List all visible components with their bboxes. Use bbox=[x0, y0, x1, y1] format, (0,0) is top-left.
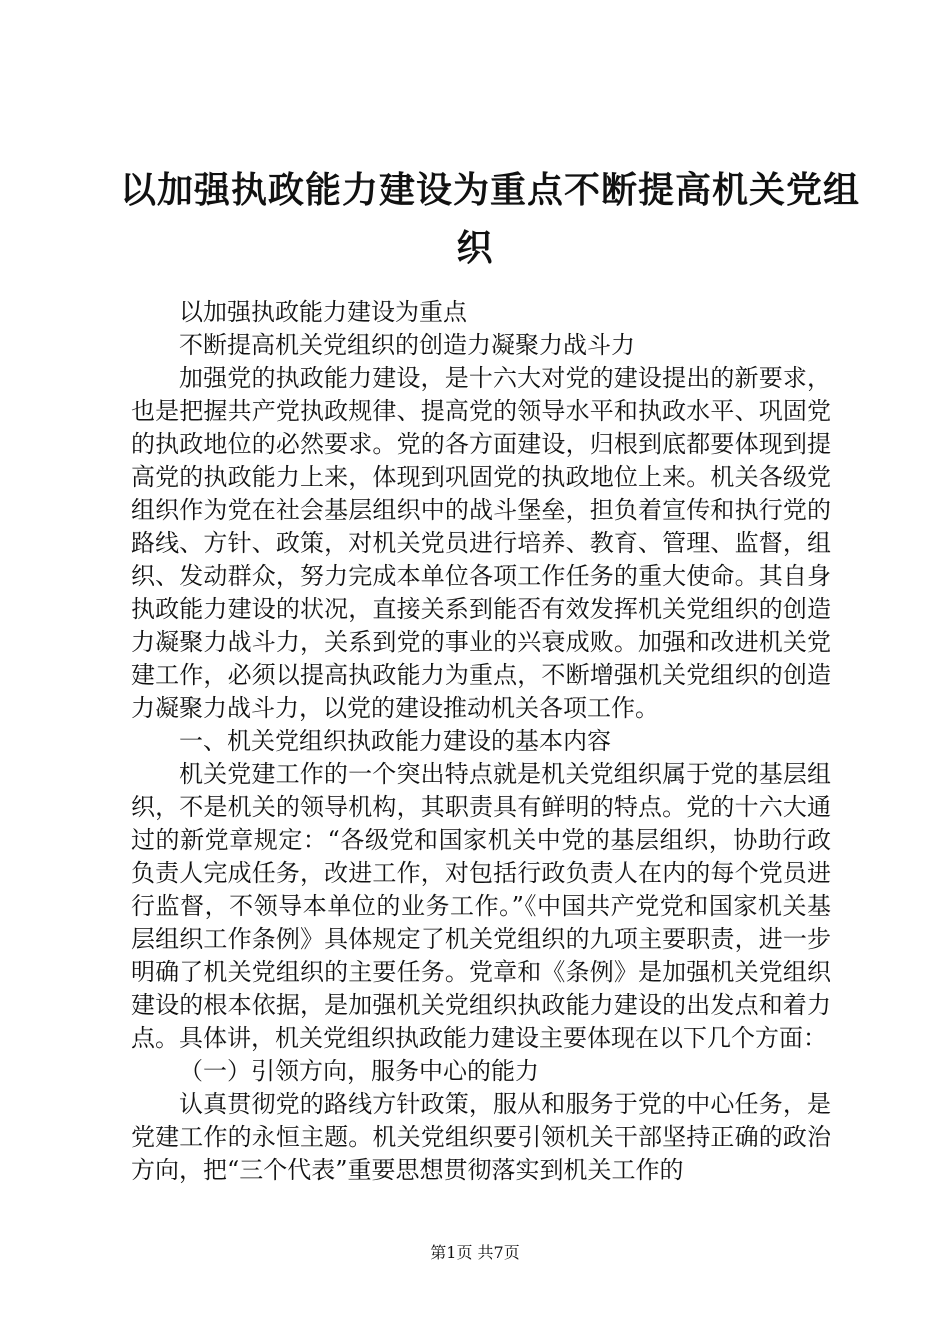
section-heading-1: 一、机关党组织执政能力建设的基本内容 bbox=[179, 727, 611, 755]
subsection-paragraph-1: 认真贯彻党的路线方针政策，服从和服务于党的中心任务，是党建工作的永恒主题。机关党组织要引领机关干部坚持正确的政治方向，把“三个代表”重要思想贯彻落实到机关工作的 bbox=[131, 1090, 831, 1184]
section-paragraph-1: 机关党建工作的一个突出特点就是机关党组织属于党的基层组织，不是机关的领导机构，其职责具有鲜明的特点。党的十六大通过的新党章规定：“各级党和国家机关中党的基层组织，协助行政负责人完成任务，改进工作，对包括行政负责人在内的每个党员进行监督，不领导本单位的业务工作。”《中国共产党党和国家机关基层组织工作条例》具体规定了机关党组织的九项主要职责，进一步明确了机关党组织的主要任务。党章和《条例》是加强机关党组织建设的根本依据，是加强机关党组织执政能力建设的出发点和着力点。具体讲，机关党组织执政能力建设主要体现在以下几个方面： bbox=[131, 760, 831, 1052]
title-line-1: 以加强执政能力建设为重点不断提高机关党组 bbox=[120, 170, 861, 211]
intro-paragraph: 加强党的执政能力建设，是十六大对党的建设提出的新要求，也是把握共产党执政规律、提高党的领导水平和执政水平、巩固党的执政地位的必然要求。党的各方面建设，归根到底都要体现到提高党的执政能力上来，体现到巩固党的执政地位上来。机关各级党组织作为党在社会基层组织中的战斗堡垒，担负着宣传和执行党的路线、方针、政策，对机关党员进行培养、教育、管理、监督，组织、发动群众，努力完成本单位各项工作任务的重大使命。其自身执政能力建设的状况，直接关系到能否有效发挥机关党组织的创造力凝聚力战斗力，关系到党的事业的兴衰成败。加强和改进机关党建工作，必须以提高执政能力为重点，不断增强机关党组织的创造力凝聚力战斗力，以党的建设推动机关各项工作。 bbox=[131, 364, 831, 722]
page-number-footer: 第1页 共7页 bbox=[430, 1243, 520, 1262]
subtitle-line-2: 不断提高机关党组织的创造力凝聚力战斗力 bbox=[179, 331, 635, 359]
document-body bbox=[131, 296, 831, 1187]
title-line-2: 织 bbox=[456, 228, 494, 269]
subsection-heading-1: （一）引领方向，服务中心的能力 bbox=[179, 1057, 539, 1085]
subtitle-line-1: 以加强执政能力建设为重点 bbox=[179, 298, 467, 326]
document-title bbox=[120, 162, 861, 278]
